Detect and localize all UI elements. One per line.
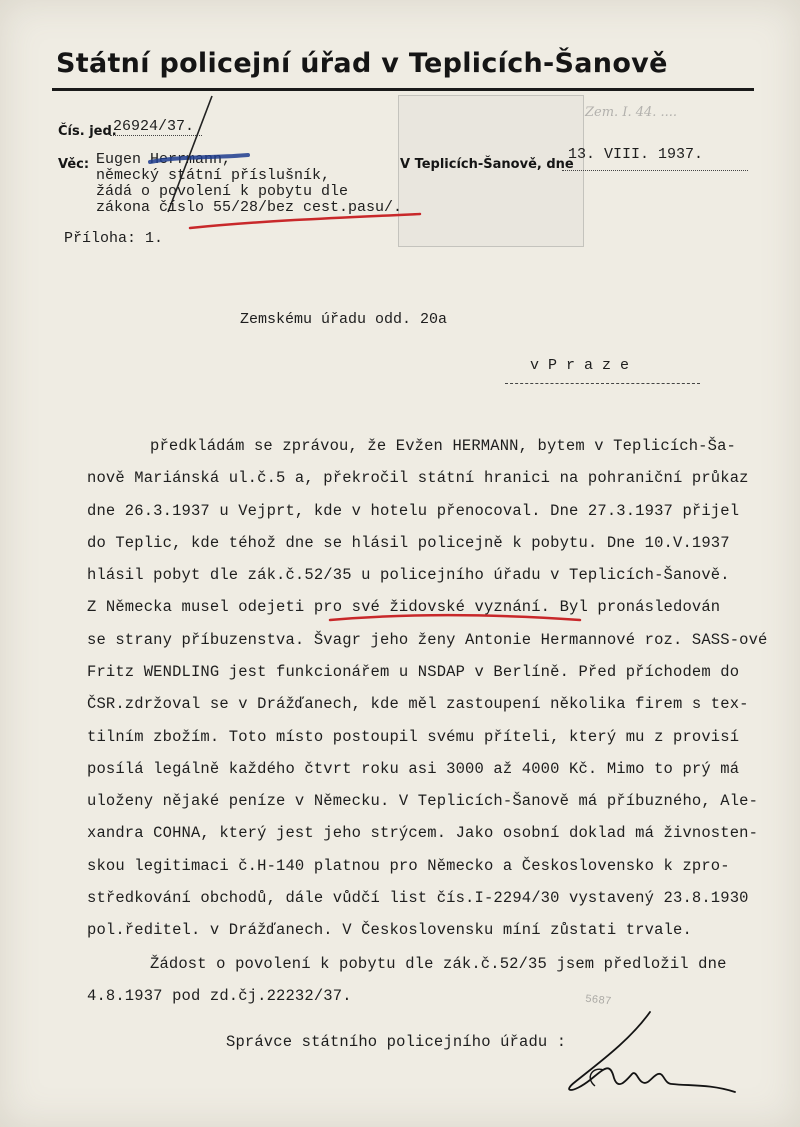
blue-pencil-stroke — [150, 155, 248, 162]
body-line: středkování obchodů, dále vůdčí list čís.I-2294/30 vystavený 23.8.1930 — [87, 889, 749, 907]
vec-line-4: zákona číslo 55/28/bez cest.pasu/. — [96, 199, 403, 216]
stamp-number: 5687 — [584, 993, 612, 1009]
body-line: pol.ředitel. v Drážďanech. V Československu míní zůstati trvale. — [87, 921, 692, 939]
pencil-note: Zem. I. 44. .... — [585, 105, 678, 120]
body-line: uloženy nějaké peníze v Německu. V Teplicích-Šanově má příbuzného, Ale- — [87, 792, 759, 810]
body-line: do Teplic, kde téhož dne se hlásil policejně k pobytu. Dne 10.V.1937 — [87, 534, 730, 552]
closing-line: 4.8.1937 pod zd.čj.22232/37. — [87, 987, 352, 1005]
vec-line-3: žádá o povolení k pobytu dle — [96, 183, 349, 200]
red-underline-body — [330, 615, 580, 620]
closing-line: Žádost o povolení k pobytu dle zák.č.52/35 jsem předložil dne — [150, 955, 727, 973]
cis-jed-value: 26924/37. — [113, 118, 195, 135]
body-line: tilním zbožím. Toto místo postoupil svému příteli, který mu z provisí — [87, 728, 740, 746]
body-line: posílá legálně každého čtvrt roku asi 3000 až 4000 Kč. Mimo to prý má — [87, 760, 740, 778]
body-line: Fritz WENDLING jest funkcionářem u NSDAP v Berlíně. Před příchodem do — [87, 663, 740, 681]
vec-label: Věc: — [58, 157, 90, 172]
cis-jed-label: Čís. jed. — [58, 124, 117, 139]
page-title: Státní policejní úřad v Teplicích-Šanově — [56, 48, 668, 79]
addressee-line-2: v P r a z e — [530, 357, 630, 374]
signature-label: Správce státního policejního úřadu : — [226, 1033, 567, 1051]
handwritten-signature — [569, 1012, 735, 1092]
body-line: nově Mariánská ul.č.5 a, překročil státní hranici na pohraniční průkaz — [87, 469, 749, 487]
place-label: V Teplicích-Šanově, dne — [400, 157, 574, 172]
body-line: Z Německa musel odejeti pro své židovské vyznání. Byl pronásledován — [87, 598, 721, 616]
vec-line-2: německý státní příslušník, — [96, 167, 331, 184]
vec-line-1: Eugen Herrmann, — [96, 151, 232, 168]
addressee-line-1: Zemskému úřadu odd. 20a — [240, 311, 448, 328]
body-line: dne 26.3.1937 u Vejprt, kde v hotelu přenocoval. Dne 27.3.1937 přijel — [87, 502, 740, 520]
body-line: předkládám se zprávou, že Evžen HERMANN, bytem v Teplicích-Ša- — [150, 437, 736, 455]
body-line: skou legitimaci č.H-140 platnou pro Německo a Československo k zpro- — [87, 857, 730, 875]
body-line: se strany příbuzenstva. Švagr jeho ženy Antonie Hermannové roz. SASS-ové — [87, 631, 768, 649]
pen-slash — [168, 96, 212, 212]
body-line: hlásil pobyt dle zák.č.52/35 u policejního úřadu v Teplicích-Šanově. — [87, 566, 730, 584]
body-line: ČSR.zdržoval se v Drážďanech, kde měl zastoupení několika firem s tex- — [87, 695, 749, 713]
body-line: xandra COHNA, který jest jeho strýcem. Jako osobní doklad má živnosten- — [87, 824, 759, 842]
priloha: Příloha: 1. — [64, 230, 164, 247]
red-underline-subject — [190, 214, 420, 228]
date-value: 13. VIII. 1937. — [568, 146, 704, 163]
